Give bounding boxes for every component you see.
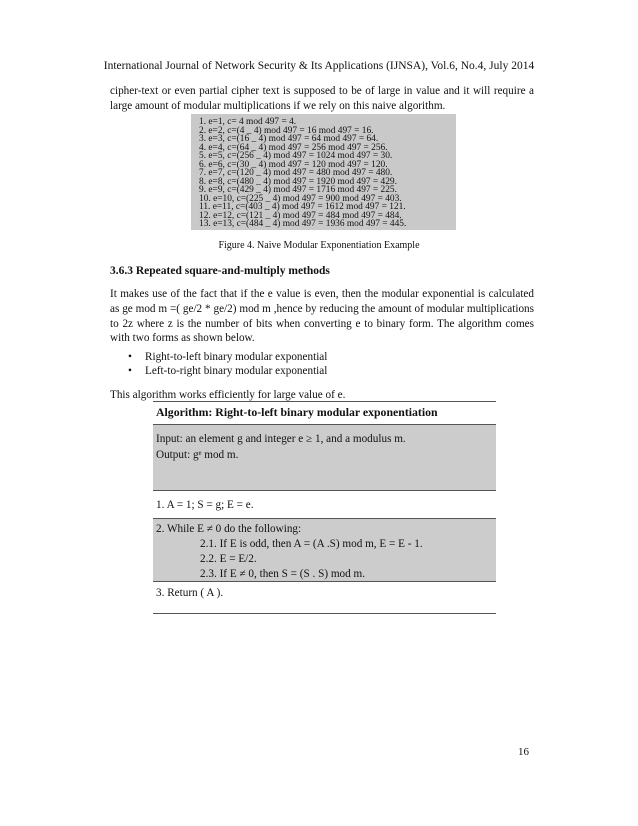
- algorithm-step-2-2: 2.2. E = E/2.: [200, 553, 257, 565]
- algorithm-step-2-3: 2.3. If E ≠ 0, then S = (S . S) mod m.: [200, 568, 366, 580]
- figure-4-caption: Figure 4. Naive Modular Exponentiation Example: [218, 240, 420, 251]
- figure-line: 1. e=1, c= 4 mod 497 = 4.: [199, 117, 297, 127]
- figure-line: 6. e=6, c=(30 _ 4) mod 497 = 120 mod 497 = 120.: [199, 159, 388, 170]
- section-heading: 3.6.3 Repeated square-and-multiply methods: [110, 265, 330, 277]
- method-paragraph: It makes use of the fact that if the e value is even, then the modular exponential is calculated as ge mod m =( ge/2 * ge/2) mod m ,hence by reducing the amount of modular multiplications to 2z where z is the number of bits when converting e to binary form. The algorithm comes with two forms as shown below.: [110, 288, 534, 345]
- figure-line: 8. e=8, c=(480 _ 4) mod 497 = 1920 mod 497 = 429.: [199, 176, 397, 187]
- algorithm-io: [153, 425, 496, 491]
- algorithm-step-1: 1. A = 1; S = g; E = e.: [153, 491, 496, 519]
- algorithm-input: Input: an element g and integer e ≥ 1, and a modulus m.: [156, 433, 406, 445]
- figure-line: 11. e=11, c=(403 _ 4) mod 497 = 1612 mod 497 = 121.: [199, 202, 406, 212]
- bullet-icon: •: [128, 364, 132, 377]
- algorithm-title: Algorithm: Right-to-left binary modular exponentiation: [153, 401, 496, 425]
- algorithm-step-2-1: 2.1. If E is odd, then A = (A .S) mod m, E = E - 1.: [200, 538, 423, 550]
- algorithm-output: Output: gᵉ mod m.: [156, 449, 239, 461]
- figure-line: 12. e=12, c=(121 _ 4) mod 497 = 484 mod 497 = 484.: [199, 210, 402, 221]
- list-item: [128, 365, 327, 379]
- list-item: [128, 351, 327, 365]
- figure-line: 7. e=7, c=(120 _ 4) mod 497 = 480 mod 497 = 480.: [199, 168, 393, 178]
- bullet-list: [128, 351, 327, 378]
- list-item-text: Right-to-left binary modular exponential: [145, 351, 328, 363]
- figure-line: 2. e=2, c=(4 _ 4) mod 497 = 16 mod 497 = 16.: [199, 125, 374, 136]
- algorithm-step-3: 3. Return ( A ).: [153, 582, 496, 614]
- figure-line: 10. e=10, c=(225 _ 4) mod 497 = 900 mod 497 = 403.: [199, 193, 402, 204]
- bullet-icon: •: [128, 351, 132, 363]
- algorithm-step-2: [153, 519, 496, 582]
- figure-line: 13. e=13, c=(484 _ 4) mod 497 = 1936 mod 497 = 445.: [199, 219, 407, 229]
- list-item-text: Left-to-right binary modular exponential: [145, 364, 328, 377]
- efficiency-text: This algorithm works efficiently for large value of e.: [110, 389, 346, 401]
- figure-line: 5. e=5, c=(256 _ 4) mod 497 = 1024 mod 497 = 30.: [199, 151, 393, 161]
- journal-header: International Journal of Network Security & Its Applications (IJNSA), Vol.6, No.4, July 2014: [103, 60, 535, 72]
- page-number: 16: [518, 746, 529, 758]
- algorithm-step-2-head: 2. While E ≠ 0 do the following:: [156, 523, 302, 535]
- figure-line: 4. e=4, c=(64 _ 4) mod 497 = 256 mod 497 = 256.: [199, 142, 388, 153]
- intro-paragraph: cipher-text or even partial cipher text is supposed to be of large in value and it will require a large amount of modular multiplications if we rely on this naive algorithm.: [110, 85, 534, 112]
- figure-line: 3. e=3, c=(16 _ 4) mod 497 = 64 mod 497 = 64.: [199, 134, 379, 144]
- algorithm-box: [153, 401, 496, 614]
- figure-4-image: [191, 114, 456, 230]
- figure-line: 9. e=9, c=(429 _ 4) mod 497 = 1716 mod 497 = 225.: [199, 185, 397, 195]
